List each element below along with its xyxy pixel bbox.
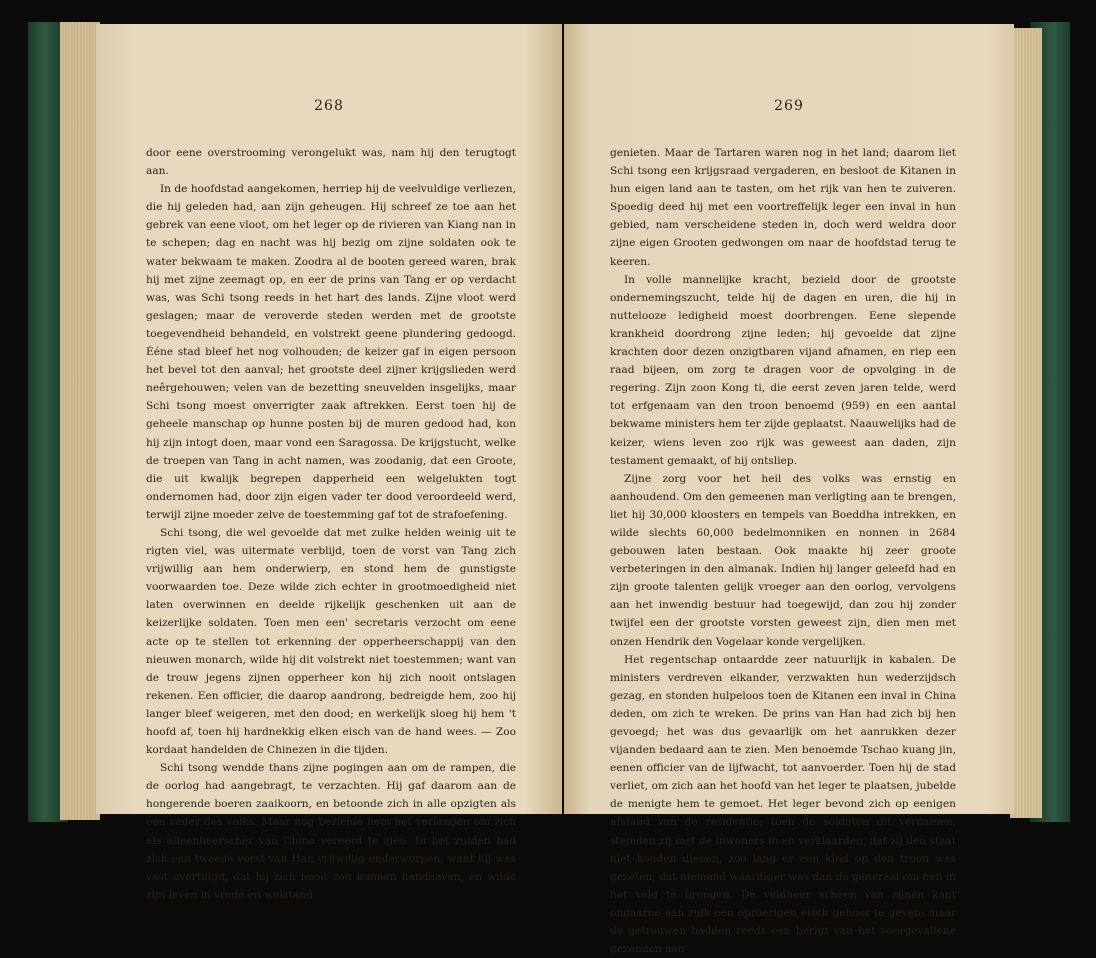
page-edges-left	[60, 22, 100, 820]
paragraph: genieten. Maar de Tartaren waren nog in het land; daarom liet Schi tsong een krijgsraad vergaderen, en besloot de Kitanen in hun eigen land aan te tasten, om het rijk van hen te zuiveren. Spoedig deed hij met een voortreffelijk leger een inval in hun gebied, nam verscheidene steden in, doch werd weldra door zijne eigen Grooten gedwongen om naar de hoofdstad terug te keeren.	[610, 147, 956, 268]
page-number: 269	[774, 98, 804, 114]
left-page	[96, 24, 562, 901]
page-text	[146, 144, 516, 904]
paragraph: Het regentschap ontaardde zeer natuurlijk in kabalen. De ministers verdreven elkander, verzwakten hun wederzijdsch gezag, en stonden hulpeloos toen de Kitanen een inval in China deden, om zich te wreken. De prins van Han had zich bij hen gevoegd; het was dus gevaarlijk om het aanrukken dezer vijanden bedaard aan te zien. Men benoemde Tschao kuang jin, eenen officier van de lijfwacht, tot aanvoerder. Toen hij de stad verliet, om zich aan het hoofd van het leger te plaatsen, jubelde de menigte hem te gemoet. Het leger bevond zich op eenigen afstand van de residentie; toen de soldaten dit vernamen, stemden zij met de inwoners in en verklaarden, dat zij den staat niet konden dienen, zoo lang er een kind op den troon was gezeten; dat niemand waardiger was dan de generaal om hen in het veld te brengen. De veldheer scheen van zijnen kant ongaarne aan zulk een oproerigen eisch gehoor te geven; maar de getrouwen hadden reeds een berigt van het voorgevallene gezonden aan	[610, 653, 956, 956]
paragraph: In de hoofdstad aangekomen, herriep hij de veelvuldige verliezen, die hij geleden had, aan zijn geheugen. Hij schreef ze toe aan het gebrek van eene vloot, om het leger op de rivieren van Kiang nan in te schepen; dag en nacht was hij bezig om zijne soldaten ook te water bekwaam te maken. Zoodra al de booten gereed waren, brak hij met zijne zeemagt op, en eer de prins van Tang er op verdacht was, was Schi tsong reeds in het hart des lands. Zijne vloot werd geslagen; maar de veroverde steden werden met de grootste toegevendheid behandeld, en volstrekt geene plundering gedoogd. Ééne stad bleef het nog volhouden; de keizer gaf in eigen persoon het bevel tot den aanval; het grootste deel zijner krijgslieden werd neêrgehouwen; velen van de bezetting sneuvelden insgelijks, maar Schi tsong moest onverrigter zaak aftrekken. Eerst toen hij de geheele manschap op hunne posten bij de muren gedood had, kon hij zijn intogt doen, maar vond een Saragossa. De krijgstucht, welke de troepen van Tang in acht namen, was zoodanig, dat een Groote, die uit kwalijk begrepen dapperheid een welgelukten togt ondernomen had, door zijn eigen vader ter dood veroordeeld werd, terwijl zijne moeder zelve de toestemming gaf tot de strafoefening.	[146, 183, 516, 521]
paragraph: Zijne zorg voor het heil des volks was ernstig en aanhoudend. Om den gemeenen man verligting aan te brengen, liet hij 30,000 kloosters en tempels van Boeddha intrekken, en wilde slechts 60,000 bedelmonniken en nonnen in 2684 gebouwen laten bestaan. Ook maakte hij zeer groote verbeteringen in den almanak. Indien hij langer geleefd had en zijn groote talenten gelijk vroeger aan den oorlog, vervolgens aan het inwendig bestuur had toegewijd, dan zou hij zonder twijfel een der grootste vorsten geweest zijn, dien men met onzen Hendrik den Vogelaar konde vergelijken.	[610, 472, 956, 648]
right-page	[564, 24, 1014, 956]
page-number: 268	[314, 98, 344, 114]
paragraph: door eene overstrooming verongelukt was, nam hij den terugtogt aan.	[146, 147, 516, 178]
paragraph: Schi tsong wendde thans zijne pogingen aan om de rampen, die de oorlog had aangebragt, te verzachten. Hij gaf daarom aan de hongerende boeren zaaikoorn, en betoonde zich in alle opzigten als een vader des volks. Maar nog bezielde hem het verlangen om zich als alleenheerscher van China vereerd te zien. In het zuiden had zich een tweede vorst van Han vrijwillig onderworpen; want hij was vast overtuigd, dat hij zich nooit zou kunnen handhaven, en wilde zijn leven in vrede en welstand	[146, 762, 516, 901]
page-edges-right	[1010, 28, 1042, 818]
page-text	[610, 144, 956, 958]
paragraph: Schi tsong, die wel gevoelde dat met zulke helden weinig uit te rigten viel, was uitermate verblijd, toen de vorst van Tang zich vrijwillig aan hem onderwierp, en stond hem de gunstigste voorwaarden toe. Deze wilde zich echter in grootmoedigheid niet laten overwinnen en deelde rijkelijk geschenken uit aan de keizerlijke soldaten. Toen men een' secretaris verzocht om eene acte op te stellen tot erkenning der opperheerschappij van den nieuwen monarch, wilde hij dit volstrekt niet toestemmen; want van de trouw jegens zijnen opperheer kon hij zich nooit ontslagen rekenen. Een officier, die daarop aandrong, bedreigde hem, zoo hij langer bleef weigeren, met den dood; en werkelijk sloeg hij hem 't hoofd af, toen hij hardnekkig elken eisch van de hand wees. — Zoo kordaat handelden de Chinezen in die tijden.	[146, 526, 516, 757]
paragraph: In volle mannelijke kracht, bezield door de grootste ondernemingszucht, telde hij de dagen en uren, die hij in nuttelooze ledigheid moest doorbrengen. Eene slepende krankheid doordrong zijne leden; hij gevoelde dat zijne krachten door dezen onzigtbaren vijand afnamen, en riep een raad bijeen, om zorg te dragen voor de opvolging in de regering. Zijn zoon Kong ti, die eerst zeven jaren telde, werd tot erfgenaam van den troon benoemd (959) en een aantal bekwame ministers hem ter zijde geplaatst. Naauwelijks had de keizer, wiens leven zoo rijk was geweest aan daden, zijn testament gemaakt, of hij ontsliep.	[610, 273, 956, 467]
